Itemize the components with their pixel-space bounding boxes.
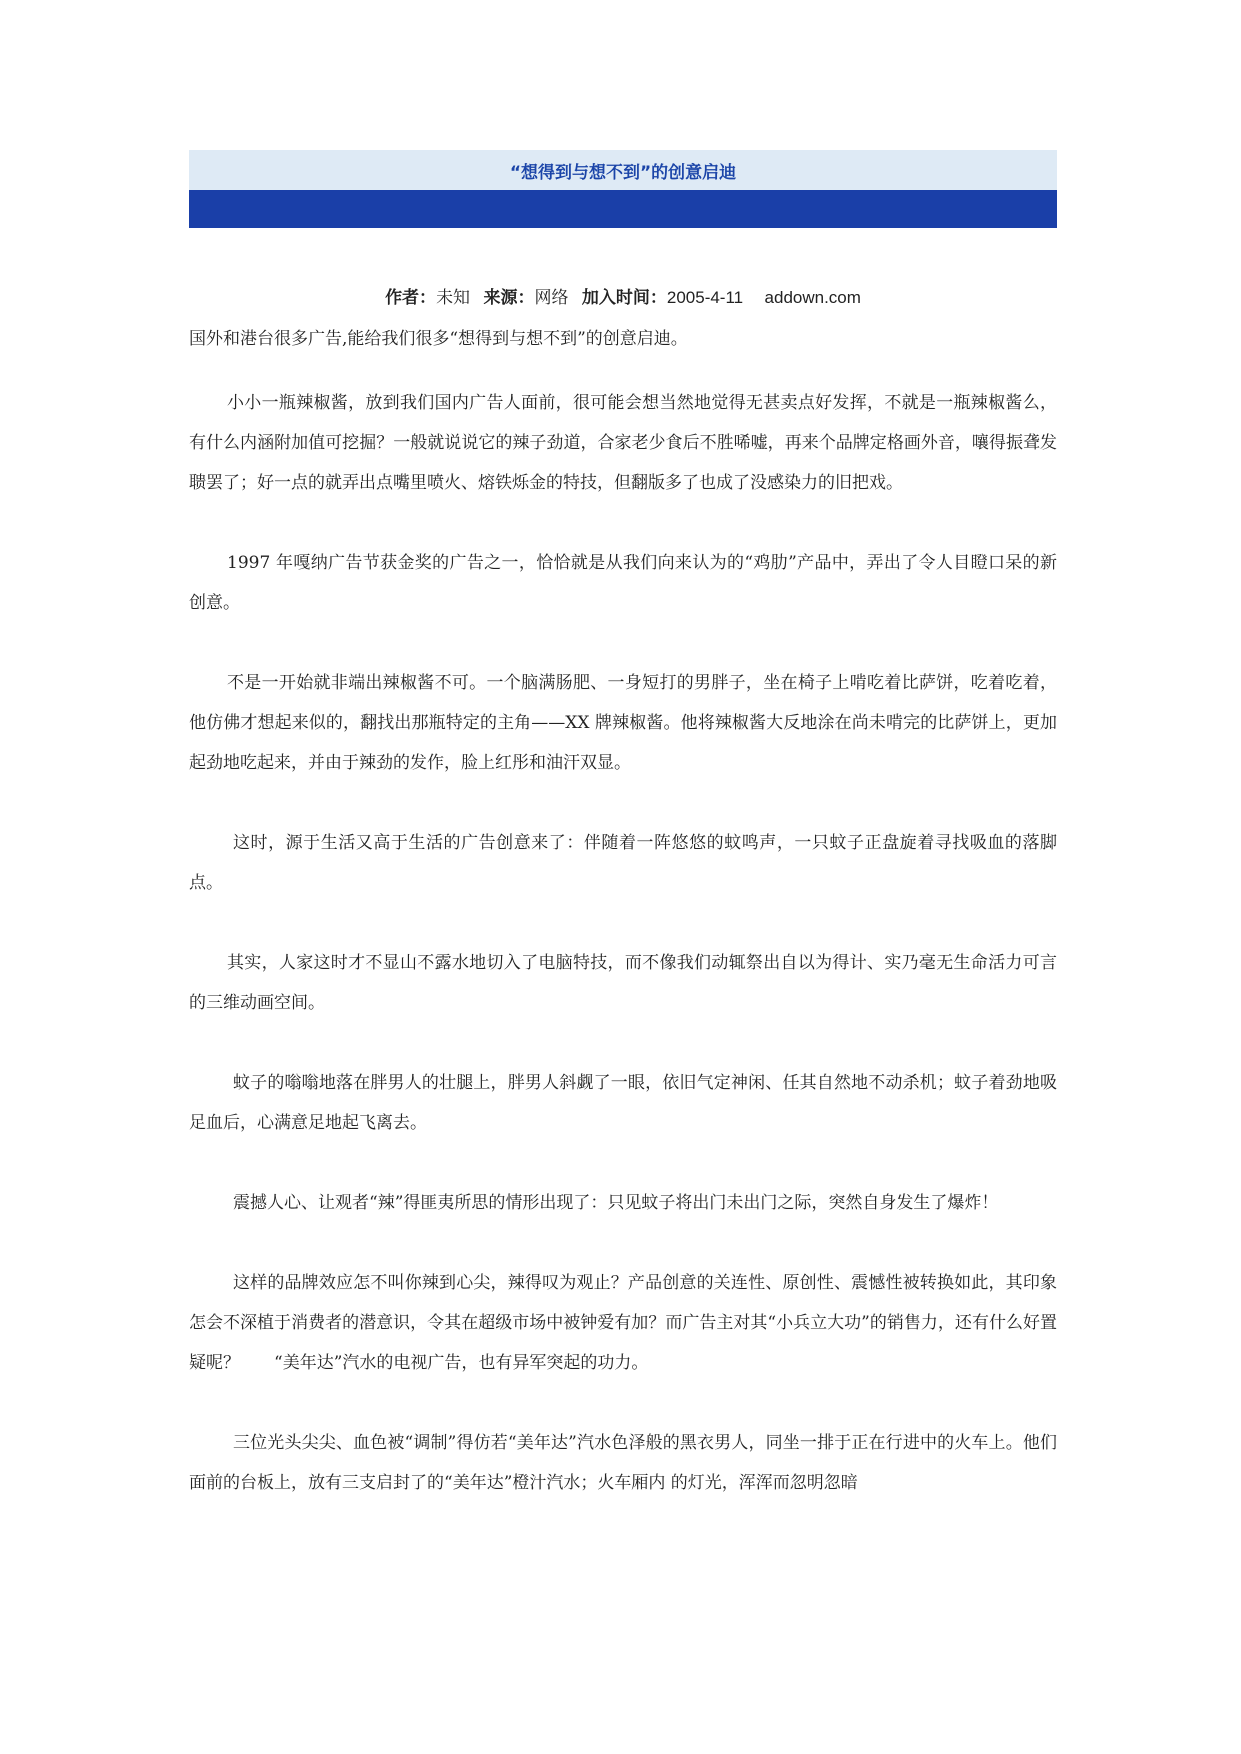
header-bar [189, 190, 1057, 228]
article-body [189, 319, 1057, 1503]
title-band [189, 150, 1057, 190]
paragraph-2: 小小一瓶辣椒酱，放到我们国内广告人面前，很可能会想当然地觉得无甚卖点好发挥，不就是一瓶辣椒酱么，有什么内涵附加值可挖掘？一般就说说它的辣子劲道，合家老少食后不胜唏嘘，再来个品牌定格画外音，嚷得振聋发聩罢了；好一点的就弄出点嘴里喷火、熔铁烁金的特技，但翻版多了也成了没感染力的旧把戏。 [189, 393, 1057, 493]
author-value: 未知 [436, 288, 471, 308]
paragraph-10: 三位光头尖尖、血色被“调制”得仿若“美年达”汽水色泽般的黑衣男人，同坐一排于正在行进中的火车上。他们面前的台板上，放有三支启封了的“美年达”橙汁汽水；火车厢内 的灯光，浑浑而忽明忽暗 [189, 1433, 1057, 1493]
article-meta [189, 287, 1057, 309]
paragraph-3: 1997 年嘎纳广告节获金奖的广告之一，恰恰就是从我们向来认为的“鸡肋”产品中，弄出了令人目瞪口呆的新创意。 [189, 553, 1057, 613]
source-value: 网络 [534, 288, 569, 308]
article-title: “想得到与想不到”的创意启迪 [509, 162, 737, 183]
paragraph-5: 这时，源于生活又高于生活的广告创意来了：伴随着一阵悠悠的蚊鸣声，一只蚊子正盘旋着寻找吸血的落脚点。 [189, 833, 1057, 893]
article [189, 150, 1057, 1543]
site-name: addown.com [764, 288, 861, 307]
paragraph-9: 这样的品牌效应怎不叫你辣到心尖，辣得叹为观止？产品创意的关连性、原创性、震憾性被转换如此，其印象怎会不深植于消费者的潜意识，令其在超级市场中被钟爱有加？而广告主对其“小兵立大功”的销售力，还有什么好置疑呢？ “美年达”汽水的电视广告，也有异军突起的功力。 [189, 1273, 1057, 1373]
time-label: 加入时间： [581, 288, 667, 308]
author-label: 作者： [385, 288, 437, 308]
source-label: 来源： [483, 288, 535, 308]
date-value: 2005-4-11 [666, 288, 744, 307]
paragraph-4: 不是一开始就非端出辣椒酱不可。一个脑满肠肥、一身短打的男胖子，坐在椅子上啃吃着比萨饼，吃着吃着，他仿佛才想起来似的，翻找出那瓶特定的主角——XX 牌辣椒酱。他将辣椒酱大反地涂在尚未啃完的比萨饼上，更加起劲地吃起来，并由于辣劲的发作，脸上红彤和油汗双显。 [189, 673, 1057, 773]
paragraph-8: 震撼人心、让观者“辣”得匪夷所思的情形出现了：只见蚊子将出门未出门之际，突然自身发生了爆炸！ [233, 1193, 999, 1213]
paragraph-7: 蚊子的嗡嗡地落在胖男人的壮腿上，胖男人斜觑了一眼，依旧气定神闲、任其自然地不动杀机；蚊子着劲地吸足血后，心满意足地起飞离去。 [189, 1073, 1057, 1133]
paragraph-1: 国外和港台很多广告,能给我们很多“想得到与想不到”的创意启迪。 [189, 329, 688, 349]
paragraph-6: 其实，人家这时才不显山不露水地切入了电脑特技，而不像我们动辄祭出自以为得计、实乃毫无生命活力可言的三维动画空间。 [189, 953, 1057, 1013]
